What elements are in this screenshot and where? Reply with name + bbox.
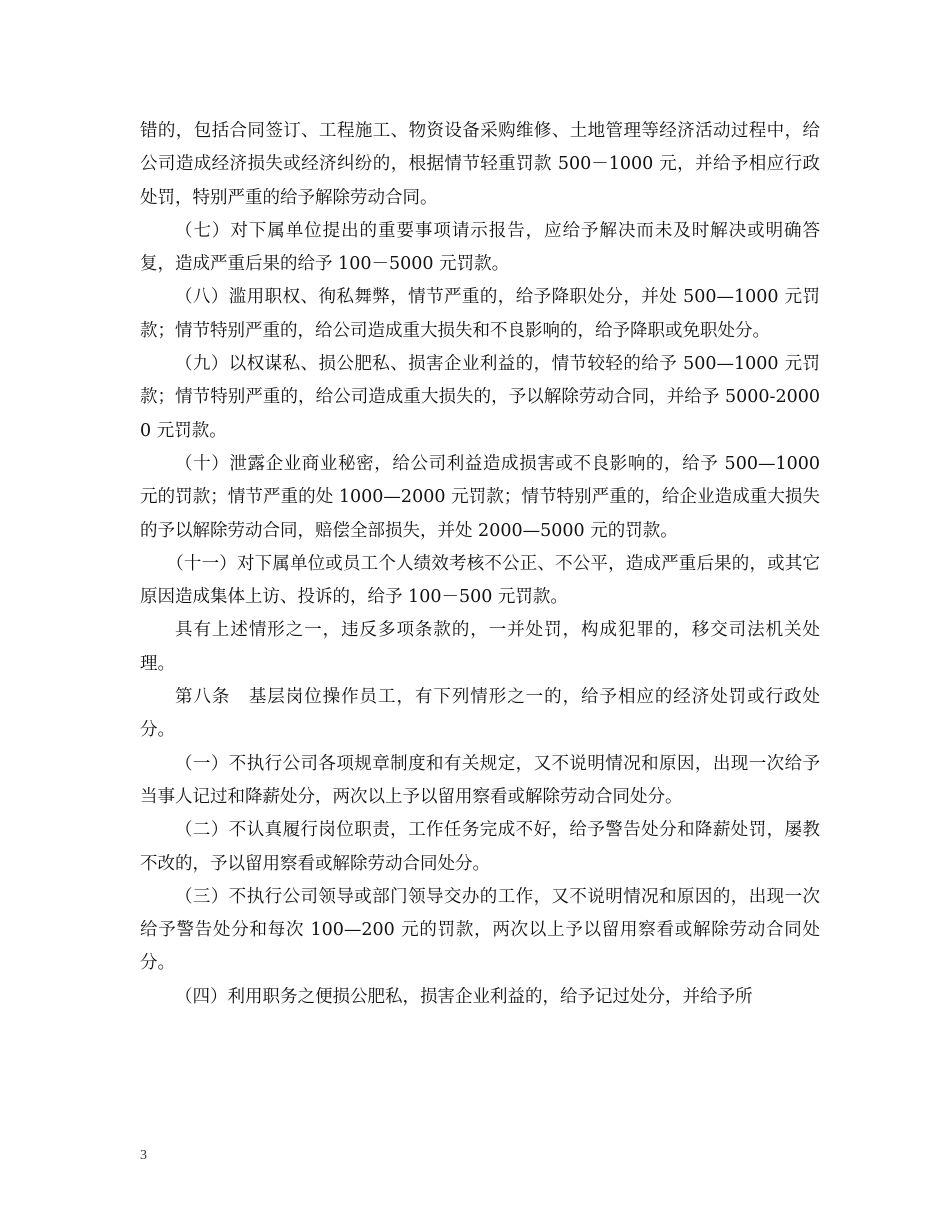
paragraph-article-8-item-4: （四）利用职务之便损公肥私，损害企业利益的，给予记过处分，并给予所 [175,986,753,1007]
paragraph-item-7: （七）对下属单位提出的重要事项请示报告，应给予解决而未及时解决或明确答复，造成严重后果的给予 100－5000 元罚款。 [140,220,820,275]
paragraph-article-8: 第八条 基层岗位操作员工，有下列情形之一的，给予相应的经济处罚或行政处分。 [140,687,820,741]
document-body [140,115,826,1014]
paragraph-article-8-item-2: （二）不认真履行岗位职责，工作任务完成不好，给予警告处分和降薪处罚，屡教不改的，予以留用察看或解除劳动合同处分。 [140,820,820,874]
paragraph-item-10: （十）泄露企业商业秘密，给公司利益造成损害或不良影响的，给予 500—1000 元的罚款；情节严重的处 1000—2000 元罚款；情节特别严重的，给企业造成重大损失的予以解除劳动合同，赔偿全部损失，并处 2000—5000 元的罚款。 [140,453,826,541]
paragraph-article-8-item-3: （三）不执行公司领导或部门领导交办的工作，又不说明情况和原因的，出现一次给予警告处分和每次 100—200 元的罚款，两次以上予以留用察看或解除劳动合同处分。 [140,886,820,974]
paragraph-item-11: （十一）对下属单位或员工个人绩效考核不公正、不公平，造成严重后果的，或其它原因造成集体上访、投诉的，给予 100－500 元罚款。 [140,553,820,608]
paragraph-continuation: 错的，包括合同签订、工程施工、物资设备采购维修、土地管理等经济活动过程中，给公司造成经济损失或经济纠纷的，根据情节轻重罚款 500－1000 元，并给予相应行政处罚，特别严重的给予解除劳动合同。 [140,121,820,208]
paragraph-item-9: （九）以权谋私、损公肥私、损害企业利益的，情节较轻的给予 500—1000 元罚款；情节特别严重的，给公司造成重大损失的，予以解除劳动合同，并给予 5000-20000 元罚款。 [140,354,820,441]
paragraph-item-8: （八）滥用职权、徇私舞弊，情节严重的，给予降职处分，并处 500—1000 元罚款；情节特别严重的，给公司造成重大损失和不良影响的，给予降职或免职处分。 [140,287,820,341]
paragraph-article-8-item-1: （一）不执行公司各项规章制度和有关规定，又不说明情况和原因，出现一次给予当事人记过和降薪处分，两次以上予以留用察看或解除劳动合同处分。 [140,753,820,807]
page-number: 3 [140,1148,147,1163]
paragraph-summary: 具有上述情形之一，违反多项条款的，一并处罚，构成犯罪的，移交司法机关处理。 [140,620,820,674]
